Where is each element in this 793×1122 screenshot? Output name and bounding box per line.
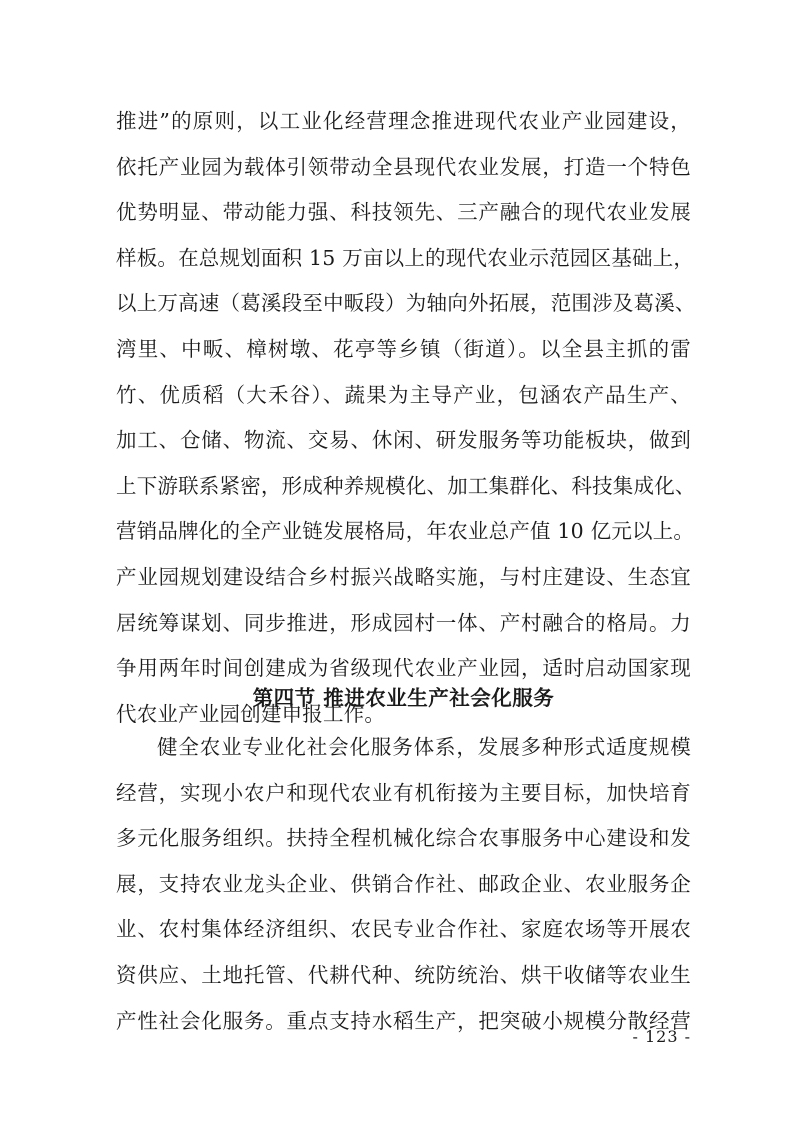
paragraph-line: 资供应、土地托管、代耕代种、统防统治、烘干收储等农业生	[116, 962, 691, 987]
paragraph-line: 上下游联系紧密，形成种养规模化、加工集群化、科技集成化、	[116, 473, 696, 498]
paragraph-line: 经营，实现小农户和现代农业有机衔接为主要目标，加快培育	[116, 780, 691, 805]
paragraph-line: 加工、仓储、物流、交易、休闲、研发服务等功能板块，做到	[116, 428, 691, 453]
paragraph-line: 业、农村集体经济组织、农民专业合作社、家庭农场等开展农	[116, 917, 691, 942]
paragraph-line: 依托产业园为载体引领带动全县现代农业发展，打造一个特色	[116, 154, 691, 179]
paragraph-line: 以上万高速（葛溪段至中畈段）为轴向外拓展，范围涉及葛溪、	[116, 291, 696, 316]
paragraph-line: 展，支持农业龙头企业、供销合作社、邮政企业、农业服务企	[116, 871, 691, 896]
paragraph-line: 健全农业专业化社会化服务体系，发展多种形式适度规模	[157, 735, 691, 759]
paragraph-line: 样板。在总规划面积 15 万亩以上的现代农业示范园区基础上，	[116, 245, 695, 270]
paragraph-line: 争用两年时间创建成为省级现代农业产业园，适时启动国家现	[116, 656, 691, 681]
paragraph-line: 多元化服务组织。扶持全程机械化综合农事服务中心建设和发	[116, 826, 691, 851]
paragraph-line: 代农业产业园创建申报工作。	[116, 701, 386, 726]
paragraph-line: 湾里、中畈、樟树墩、花亭等乡镇（街道）。以全县主抓的雷	[116, 336, 691, 361]
body-paragraph-2	[116, 725, 691, 1044]
paragraph-line: 竹、优质稻（大禾谷）、蔬果为主导产业，包涵农产品生产、	[116, 382, 691, 407]
paragraph-line: 营销品牌化的全产业链发展格局，年农业总产值 10 亿元以上。	[116, 519, 695, 544]
paragraph-line: 居统筹谋划、同步推进，形成园村一体、产村融合的格局。力	[116, 610, 691, 635]
page-number: - 123 -	[632, 1027, 691, 1046]
paragraph-line: 产性社会化服务。重点支持水稻生产，把突破小规模分散经营	[116, 1008, 691, 1033]
paragraph-line: 优势明显、带动能力强、科技领先、三产融合的现代农业发展	[116, 200, 691, 225]
section-heading: 第四节 推进农业生产社会化服务	[252, 686, 555, 710]
paragraph-line: 推进”的原则，以工业化经营理念推进现代农业产业园建设，	[116, 109, 691, 133]
paragraph-line: 产业园规划建设结合乡村振兴战略实施，与村庄建设、生态宜	[116, 564, 691, 589]
body-paragraph-1	[116, 99, 696, 737]
